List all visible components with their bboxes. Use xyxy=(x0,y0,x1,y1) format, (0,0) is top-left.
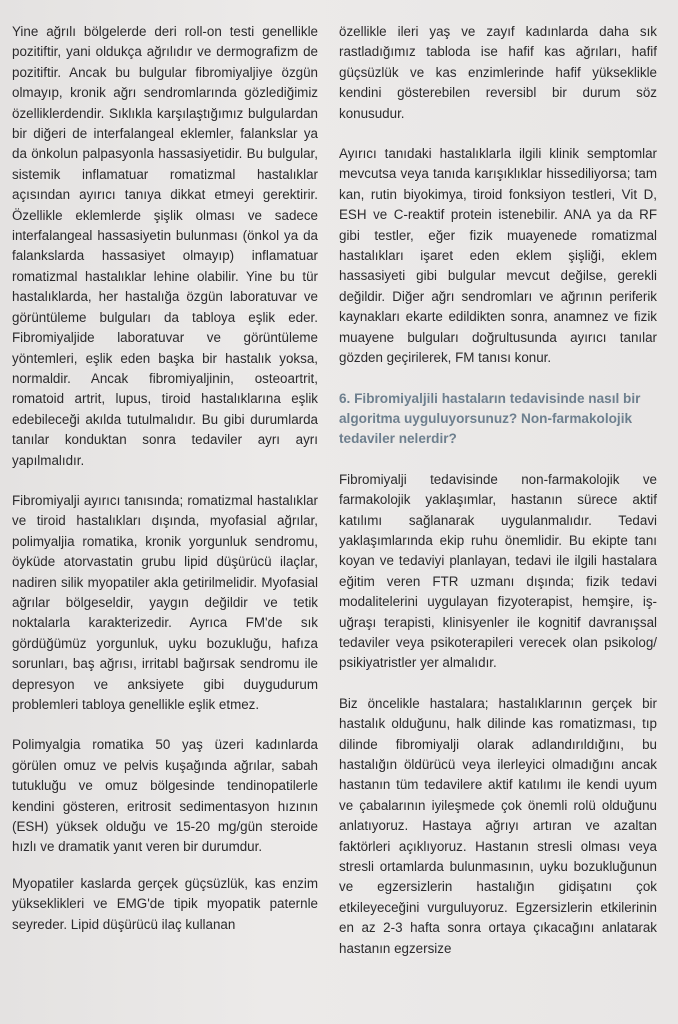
paragraph-lipid-drug-continuation: özellikle ileri yaş ve zayıf kadınlarda daha sık rastladığımız tabloda ise hafif kas ağrıları, hafif güçsüzlük ve kas enzimlerinde hafif yükseklikle kendini gösterebilen reversibl bir durum söz konusudur. xyxy=(339,24,657,121)
section-heading-treatment: 6. Fibromiyaljili hastaların tedavisinde nasıl bir algoritma uyguluyorsunuz? Non-farmakolojik tedaviler nelerdir? xyxy=(339,390,641,447)
paragraph-patient-education: Biz öncelikle hastalara; hastalıklarının gerçek bir hastalık olduğunu, halk dilinde kas romatizması, tıp dilinde fibromiyalji olarak adlandırıldığını, bu hastalığın öldürücü veya ilerleyici olmadığını ancak hastanın tüm tedavilere aktif katılımı ile kendi uyum ve çabalarının iyileşmede çok önemli rolü olduğunu anlatıyoruz. Hastaya ağrıyı artıran ve azaltan faktörleri açıklıyoruz. Hastanın stresli olması veya stresli ortamlarda bulunmasının, uyku bozukluğunun ve egzersizlerin hastalığın gidişatını çok etkileyeceğini vurguluyoruz. Egzersizlerin etkilerinin en az 2-3 hafta sonra ortaya çıkacağını anlatarak hastanın egzersize xyxy=(339,695,657,956)
left-column xyxy=(12,22,318,955)
paragraph-lab-tests: Ayırıcı tanıdaki hastalıklarla ilgili klinik semptomlar mevcutsa veya tanıda karışıklıklar hissediliyorsa; tam kan, rutin biyokimya, tiroid fonksiyon testleri, Vit D, ESH ve C-reaktif protein istenebilir. ANA ya da RF gibi testler, eğer fizik muayenede romatizmal hastalıkları işaret eden eklem şişliği, eklem hassasiyeti gibi bulgular mevcut değilse, gerekli değildir. Diğer ağrı sendromları ve ağrının periferik kaynakları ekarte edildikten sonra, anamnez ve fizik muayene bulguları doğrultusunda ayırıcı tanılar gözden geçirilerek, FM tanısı konur. xyxy=(339,146,657,366)
paragraph-differential-diagnosis: Fibromiyalji ayırıcı tanısında; romatizmal hastalıklar ve tiroid hastalıkları dışında, myofasial ağrılar, polimyaljia romatika, kronik yorgunluk sendromu, öyküde atorvastatin grubu lipid düşürücü ilaçlar, nadiren silik myopatiler akla getirilmelidir. Myofasial ağrılar bölgeseldir, yaygın değildir ve tetik noktalarla karakterizedir. Ayrıca FM'de sık gördüğümüz yorgunluk, uyku bozukluğu, hafıza sorunları, baş ağrısı, irritabl bağırsak sendromu ile depresyon ve anksiyete gibi duygudurum problemleri tabloya genellikle eşlik etmez. xyxy=(12,492,318,712)
paragraph-treatment-approach: Fibromiyalji tedavisinde non-farmakolojik ve farmakolojik yaklaşımlar, hastanın sürece aktif katılımı sağlanarak uygulanmalıdır. Tedavi yaklaşımlarında ekip ruhu önemlidir. Bu ekipte tanı koyan ve tedaviyi planlayan, tedavi ile ilgili hastalara eğitim veren FTR uzmanı dışında; fizik tedavi modalitelerini uygulayan fizyoterapist, hemşire, iş-uğraşı terapisti, klinisyenler ile kognitif davranışsal tedaviler veya psikoterapileri verecek olan psikolog/ psikiyatristler yer almalıdır. xyxy=(339,471,657,671)
right-column xyxy=(339,22,657,979)
paragraph-myopathies: Myopatiler kaslarda gerçek güçsüzlük, kas enzim yükseklikleri ve EMG'de tipik myopatik paternle seyreder. Lipid düşürücü ilaç kullanan xyxy=(12,875,318,932)
paragraph-polymyalgia: Polimyalgia romatika 50 yaş üzeri kadınlarda görülen omuz ve pelvis kuşağında ağrılar, sabah tutukluğu ve omuz bölgesinde tendinopatilerle kendini gösteren, eritrosit sedimentasyon hızının (ESH) yüksek olduğu ve 15-20 mg/gün steroide hızlı ve dramatik yanıt veren bir durumdur. xyxy=(12,737,318,855)
paragraph-roll-on-test: Yine ağrılı bölgelerde deri roll-on testi genellikle pozitiftir, yani oldukça ağrılıdır ve dermografizm de pozitiftir. Ancak bu bulgular fibromiyaljiye özgün olmayıp, kronik ağrı sendromlarında gözlediğimiz özelliklerdendir. Sıklıkla karşılaştığımız bulgulardan bir diğeri de interfalangeal eklemler, falankslar ya da önkolun palpasyonla hassasiyetidir. Bu bulgular, sistemik inflamatuar romatizmal hastalıklar açısından ayırıcı tanıya dikkat etmeyi gerektirir. Özellikle eklemlerde şişlik olması ve sadece interfalangeal hassasiyetin bulunması (önkol ya da falankslarda hassasiyet olmayıp) inflamatuar romatizmal hastalıklar lehine olabilir. Yine bu tür hastalıklarda, her hastalığa özgün laboratuvar ve görüntüleme bulguları da tabloya eşlik eder. Fibromiyaljide laboratuvar ve görüntüleme yöntemleri, eşlik eden başka bir hastalık yoksa, normaldir. Ancak fibromiyaljinin, osteoartrit, romatoid artrit, lupus, tiroid hastalıklarına eşlik edebileceği akılda tutulmalıdır. Bu gibi durumlarda tanılar konduktan sonra tedaviler ayrı ayrı yapılmalıdır. xyxy=(12,24,318,468)
